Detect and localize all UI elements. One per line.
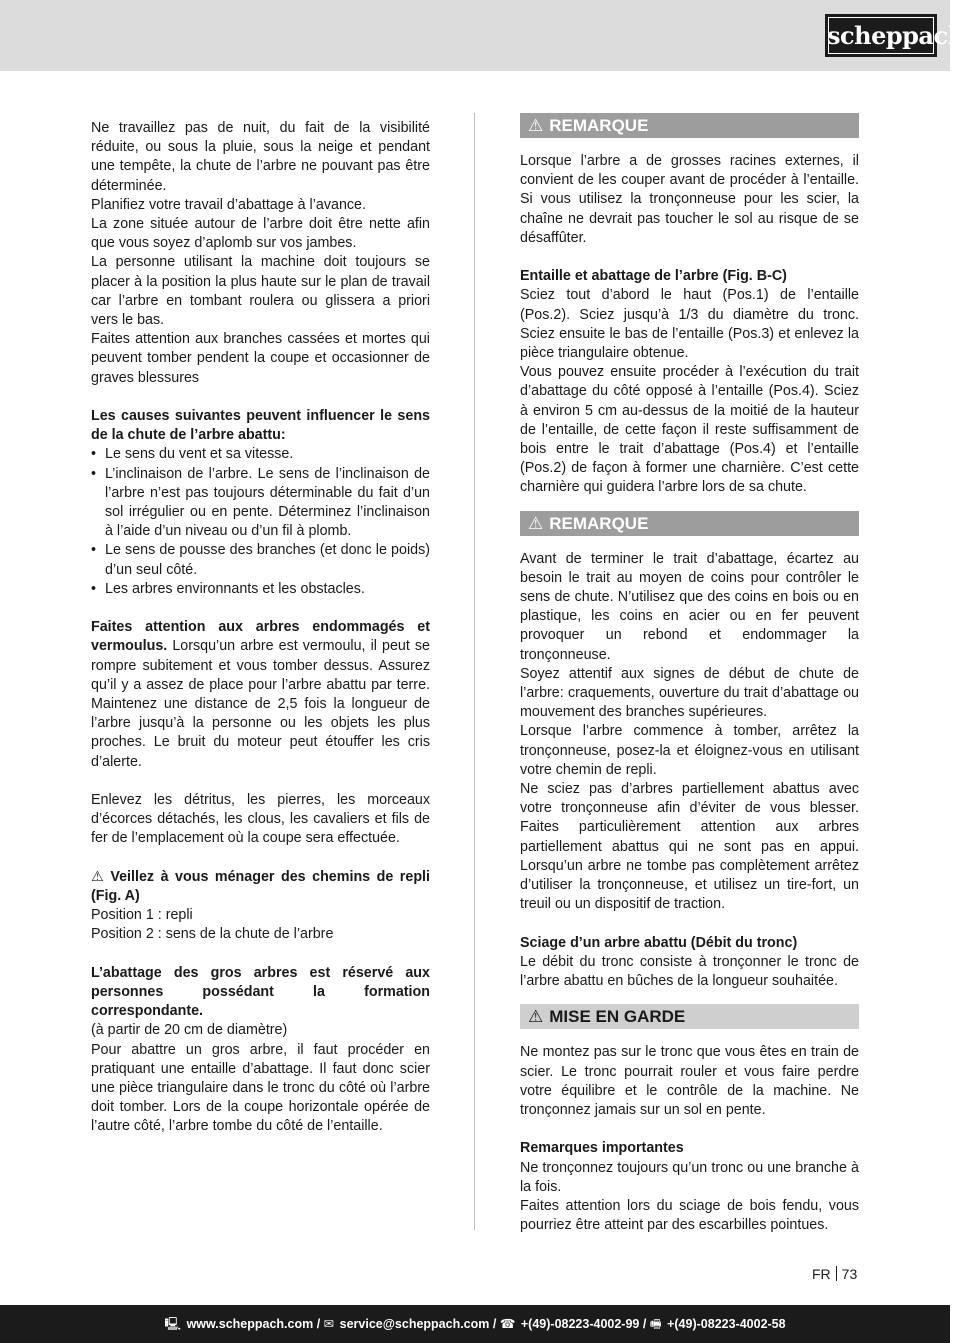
notch-paragraph: Vous pouvez ensuite procéder à l’exécution du trait d’abattage du côté opposé à l’entaille (Pos.4). Sciez à environ 5 cm au-dessus de la moitié de la hauteur de l’entaille, de cette façon il reste suffisamment de bois entre le trait d’abattage (Pos.4) et l’entaille (Pos.2) de façon à former une charnière. C’est cette charnière qui guidera l’arbre lors de sa chute. xyxy=(520,364,859,496)
page-number xyxy=(812,1266,857,1282)
sawing-heading: Sciage d’un arbre abattu (Débit du tronc) xyxy=(520,934,798,951)
intro-line: La personne utilisant la machine doit toujours se placer à la position la plus haute sur le plan de travail car l’arbre en tombant roulera ou glissera a priori vers le bas. xyxy=(91,254,430,329)
page-number-value: 73 xyxy=(841,1266,858,1282)
escape-position-2: Position 2 : sens de la chute de l’arbre xyxy=(91,926,334,943)
notice-paragraph: Lorsque l’arbre commence à tomber, arrêtez la tronçonneuse, posez-la et éloignez-vous en utilisant votre chemin de repli. xyxy=(520,723,859,778)
damaged-trees-paragraph xyxy=(91,618,430,772)
notch-paragraph: Sciez tout d’abord le haut (Pos.1) de l’entaille (Pos.2). Sciez jusqu’à 1/3 du diamètre du tronc. Sciez ensuite le bas de l’entaille (Pos.3) et enlevez la pièce triangulaire obtenue. xyxy=(520,287,859,362)
computer-icon: 🖳 xyxy=(164,1317,182,1331)
left-column xyxy=(91,119,430,1137)
notice-paragraph: Ne sciez pas d’arbres partiellement abattus avec votre tronçonneuse afin d’éviter de vous blesser. Faites particulièrement attention aux arbres partiellement abattus qui ne sont pas en appui. Lorsqu’un arbre ne tombe pas complètement arrêtez d’utiliser la tronçonneuse, et utilisez un tire-fort, un treuil ou un dispositif de traction. xyxy=(520,781,859,913)
notice-banner xyxy=(520,113,859,138)
sawing-paragraph: Le débit du tronc consiste à tronçonner le tronc de l’arbre abattu en bûches de la longueur souhaitée. xyxy=(520,953,859,990)
scheppach-logo: scheppach xyxy=(825,14,937,57)
intro-line: Ne travaillez pas de nuit, du fait de la visibilité réduite, ou sous la pluie, sous la neige et pendant une tempête, la chute de l’arbre ne pouvant pas être déterminée. xyxy=(91,120,430,194)
big-trees-note: (à partir de 20 cm de diamètre) xyxy=(91,1022,288,1039)
big-trees-heading: L’abattage des gros arbres est réservé aux personnes possédant la formation correspondante. xyxy=(91,964,430,1020)
debris-paragraph: Enlevez les détritus, les pierres, les morceaux d’écorces détachés, les clous, les cavaliers et fils de fer de l’emplacement où la coupe sera effectuée. xyxy=(91,792,430,847)
warning-icon: ⚠ xyxy=(528,116,544,135)
mail-icon: ✉ xyxy=(323,1317,335,1331)
escape-routes-heading-text: Veillez à vous ménager des chemins de repli (Fig. A) xyxy=(91,868,431,905)
warning-icon: ⚠ xyxy=(528,1007,544,1027)
list-item: • Le sens du vent et sa vitesse. xyxy=(91,445,430,464)
intro-line: Planifiez votre travail d’abattage à l’avance. xyxy=(91,196,366,213)
list-item: • Le sens de pousse des branches (et donc le poids) d’un seul côté. xyxy=(91,541,430,579)
escape-routes-heading xyxy=(91,868,430,906)
header-bar xyxy=(0,0,965,71)
footer-fax: +(49)-08223-4002-58 xyxy=(667,1317,786,1331)
warning-icon: ⚠ xyxy=(91,868,107,885)
escape-position-1: Position 1 : repli xyxy=(91,907,193,924)
important-paragraph: Faites attention lors du sciage de bois fendu, vous pourriez être atteint par des escarbilles pointues. xyxy=(520,1197,859,1234)
notice-paragraph: Soyez attentif aux signes de début de chute de l’arbre: craquements, ouverture du trait d’abattage ou mouvement des branches supérieures. xyxy=(520,665,859,721)
notice-title: REMARQUE xyxy=(549,513,649,533)
footer-bar: 🖳 www.scheppach.com / ✉ service@scheppach.com / ☎ +(49)-08223-4002-99 / 🖷 +(49)-08223-4002-58 xyxy=(0,1305,950,1343)
damaged-trees-heading: Faites attention aux arbres endommagés et vermoulus. xyxy=(91,619,430,655)
notch-heading: Entaille et abattage de l’arbre (Fig. B-C) xyxy=(520,268,787,285)
column-divider xyxy=(474,113,475,1230)
notice-title: REMARQUE xyxy=(549,116,649,135)
caution-title: MISE EN GARDE xyxy=(549,1007,686,1027)
list-item: • L’inclinaison de l’arbre. Le sens de l’inclinaison de l’arbre n’est pas toujours déterminable du fait d’un sol irrégulier ou en pente. Déterminez l’inclinaison à l’aide d’un niveau ou d’un fil à plomb. xyxy=(91,465,430,542)
caution-paragraph: Ne montez pas sur le tronc que vous êtes en train de scier. Le tronc pourrait rouler et vous faire perdre votre équilibre et le contrôle de la machine. Ne tronçonnez jamais sur un sol en pente. xyxy=(520,1044,859,1118)
list-item: • Les arbres environnants et les obstacles. xyxy=(91,580,430,599)
intro-line: Faites attention aux branches cassées et mortes qui peuvent tomber pendent la coupe et occasionner de graves blessures xyxy=(91,331,430,386)
notice-paragraph: Avant de terminer le trait d’abattage, écartez au besoin le trait au moyen de coins pour contrôler le sens de chute. N’utilisez que des coins en bois ou en plastique, les coins en acier ou en fer peuvent provoquer un rebond et endommager la tronçonneuse. xyxy=(520,550,859,663)
important-heading: Remarques importantes xyxy=(520,1140,684,1157)
damaged-trees-text: Lorsqu’un arbre est vermoulu, il peut se rompre subitement et vous tomber dessus. Assurez qu’il y a assez de place pour l’arbre abattu par terre. Maintenez une distance de 2,5 fois la longueur de l’arbre jusqu’à la personne ou les objets les plus proches. Le bruit du moteur peut étouffer les cris d’alerte. xyxy=(91,638,430,770)
fax-icon: 🖷 xyxy=(649,1317,662,1331)
notice-paragraph: Lorsque l’arbre a de grosses racines externes, il convient de les couper avant de procéder à l’entaille. Si vous utilisez la tronçonneuse pour les scier, la chaîne ne devrait pas toucher le sol au risque de se désaffûter. xyxy=(520,153,859,246)
intro-line: La zone située autour de l’arbre doit être nette afin que vous soyez d’aplomb sur vos jambes. xyxy=(91,216,430,252)
phone-icon: ☎ xyxy=(499,1317,516,1331)
important-paragraph: Ne tronçonnez toujours qu’un tronc ou une branche à la fois. xyxy=(520,1159,859,1195)
causes-heading: Les causes suivantes peuvent influencer le sens de la chute de l’arbre abattu: xyxy=(91,408,430,444)
causes-list xyxy=(91,445,430,599)
right-column xyxy=(520,113,859,1235)
footer-email[interactable]: service@scheppach.com xyxy=(339,1317,490,1331)
footer-web[interactable]: www.scheppach.com xyxy=(186,1317,314,1331)
notice-banner xyxy=(520,511,859,536)
caution-banner xyxy=(520,1004,859,1029)
footer-phone: +(49)-08223-4002-99 xyxy=(520,1317,640,1331)
big-trees-paragraph: Pour abattre un gros arbre, il faut procéder en pratiquant une entaille d’abattage. Il faut donc scier une pièce triangulaire dans le tronc du côté où l’arbre doit tomber. Lors de la coupe horizontale opérée de l’autre côté, l’arbre tombe du côté de l’entaille. xyxy=(91,1041,430,1135)
page-language: FR xyxy=(812,1266,831,1282)
warning-icon: ⚠ xyxy=(528,513,544,533)
